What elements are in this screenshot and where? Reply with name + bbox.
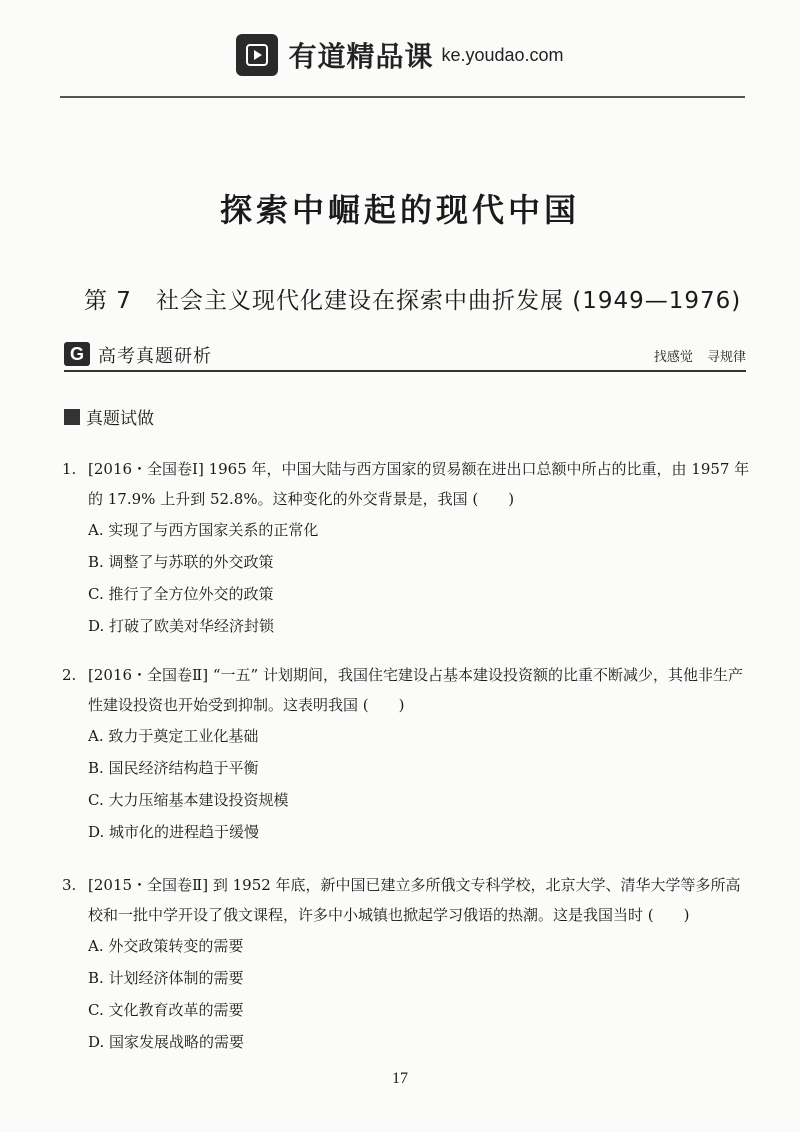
option-d: D. 城市化的进程趋于缓慢 (88, 823, 260, 841)
option-c: C. 文化教育改革的需要 (88, 1001, 244, 1019)
question-3 (62, 870, 752, 1058)
option-b: B. 调整了与苏联的外交政策 (88, 553, 274, 571)
question-text: [2015・全国卷Ⅱ] 到 1952 年底，新中国已建立多所俄文专科学校，北京大学、清华大学等多所高校和一批中学开设了俄文课程，许多中小城镇也掀起学习俄语的热潮。这是我国当时 ( ) (88, 876, 741, 924)
option-b: B. 计划经济体制的需要 (88, 969, 244, 987)
question-text: [2016・全国卷Ⅰ] 1965 年，中国大陆与西方国家的贸易额在进出口总额中所占的比重，由 1957 年的 17.9% 上升到 52.8%。这种变化的外交背景是，我国 ( ) (88, 460, 750, 508)
square-bullet-icon (64, 409, 80, 425)
chapter-title: 第 7 社会主义现代化建设在探索中曲折发展 (1949—1976) (84, 288, 742, 314)
question-text: [2016・全国卷Ⅱ] “一五” 计划期间，我国住宅建设占基本建设投资额的比重不断减少，其他非生产性建设投资也开始受到抑制。这表明我国 ( ) (88, 666, 743, 714)
subheading-text: 真题试做 (86, 409, 154, 429)
brand-name: 有道精品课 (288, 40, 434, 73)
section-label: 高考真题研析 (98, 346, 212, 367)
option-a: A. 外交政策转变的需要 (88, 937, 244, 955)
option-d: D. 国家发展战略的需要 (88, 1033, 245, 1051)
option-a: A. 实现了与西方国家关系的正常化 (88, 521, 319, 539)
question-number: 1. (62, 460, 77, 478)
section-g-icon: G (64, 342, 90, 366)
section-tags: 找感觉 寻规律 (653, 350, 746, 365)
play-logo-icon (236, 34, 278, 76)
brand-url: ke.youdao.com (441, 44, 564, 65)
question-2 (62, 660, 752, 848)
subheading (64, 404, 154, 429)
section-header (64, 340, 746, 372)
question-number: 2. (62, 666, 77, 684)
header-divider (60, 96, 745, 98)
option-c: C. 大力压缩基本建设投资规模 (88, 791, 289, 809)
page-title: 探索中崛起的现代中国 (219, 191, 580, 229)
question-1 (62, 454, 752, 642)
page-header (0, 30, 800, 80)
option-c: C. 推行了全方位外交的政策 (88, 585, 274, 603)
option-a: A. 致力于奠定工业化基础 (88, 727, 259, 745)
question-number: 3. (62, 876, 77, 894)
page-number: 17 (392, 1070, 408, 1087)
option-b: B. 国民经济结构趋于平衡 (88, 759, 259, 777)
option-d: D. 打破了欧美对华经济封锁 (88, 617, 275, 635)
